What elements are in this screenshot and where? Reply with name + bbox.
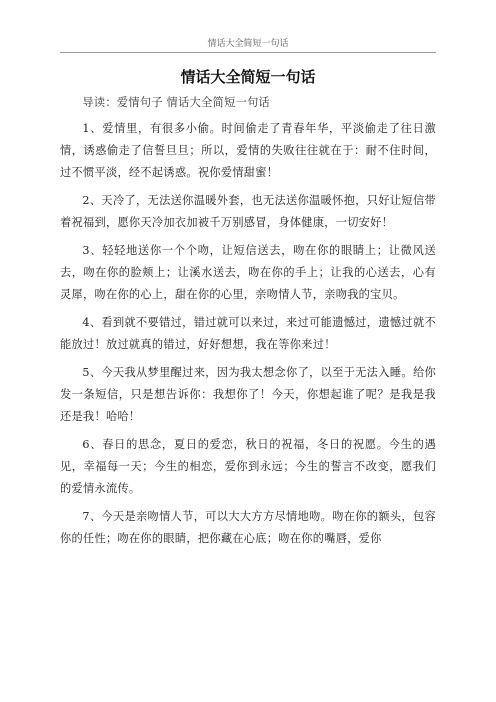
paragraph-5: 5、今天我从梦里醒过来，因为我太想念你了，以至于无法入睡。给你发一条短信，只是想告诉你：我想你了！今天，你想起谁了呢？是我是我还是我！哈哈！ [60,366,436,423]
paragraph-4: 4、看到就不要错过，错过就可以来过，来过可能遗憾过，遗憾过就不能放过！放过就真的错过，好好想想，我在等你来过！ [60,316,436,351]
document-title: 情话大全简短一句话 [180,68,316,86]
paragraph-3: 3、轻轻地送你一个个吻，让短信送去，吻在你的眼睛上；让微风送去，吻在你的脸颊上；让溪水送去，吻在你的手上；让我的心送去，心有灵犀，吻在你的心上，甜在你的心里，亲吻情人节，亲吻我的宝贝。 [60,244,436,301]
document-body [60,92,436,556]
paragraph-7: 7、今天是亲吻情人节，可以大大方方尽情地吻。吻在你的额头，包容你的任性；吻在你的眼睛，把你藏在心底；吻在你的嘴唇，爱你 [60,510,436,545]
paragraph-6: 6、春日的思念，夏日的爱恋，秋日的祝福，冬日的祝愿。今生的遇见，幸福每一天；今生的相恋，爱你到永远；今生的誓言不改变，愿我们的爱情永流传。 [60,438,436,495]
running-header: 情话大全简短一句话 [207,39,289,49]
paragraph-2: 2、天冷了，无法送你温暖外套，也无法送你温暖怀抱，只好让短信带着祝福到，愿你天冷加衣加被千万别感冒，身体健康，一切安好！ [60,194,436,229]
header-divider [60,52,436,53]
paragraph-1: 1、爱情里，有很多小偷。时间偷走了青春年华，平淡偷走了往日激情，诱惑偷走了信誓旦旦；所以，爱情的失败往往就在于：耐不住时间，过不惯平淡，经不起诱惑。祝你爱情甜蜜！ [60,122,436,179]
lead-line: 导读：爱情句子 情话大全简短一句话 [82,96,271,109]
